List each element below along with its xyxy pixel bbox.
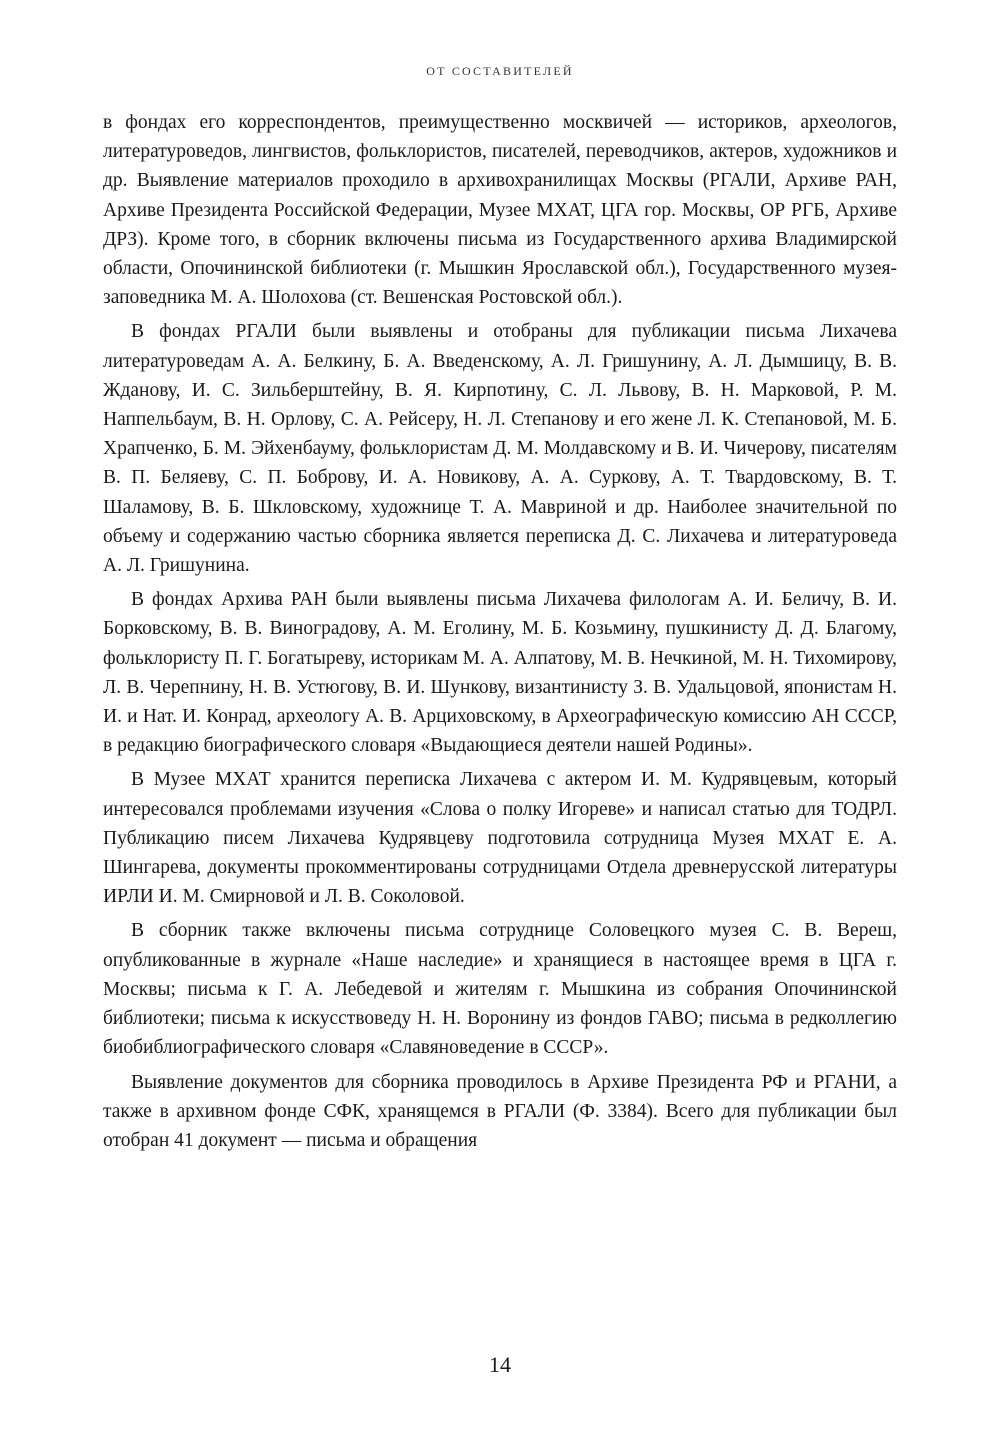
- paragraph-2: В фондах РГАЛИ были выявлены и отобраны для публикации письма Лихачева литературоведам А. А. Белкину, Б. А. Введенскому, А. Л. Гришунину, А. Л. Дымшицу, В. В. Жданову, И. С. Зильберштейну, В. Я. Кирпотину, С. Л. Львову, В. Н. Марковой, Р. М. Наппельбаум, В. Н. Орлову, С. А. Рейсеру, Н. Л. Степанову и его жене Л. К. Степановой, М. Б. Храпченко, Б. М. Эйхенбауму, фольклористам Д. М. Молдавскому и В. И. Чичерову, писателям В. П. Беляеву, С. П. Боброву, И. А. Новикову, А. А. Суркову, А. Т. Твардовскому, В. Т. Шаламову, В. Б. Шкловскому, художнице Т. А. Мавриной и др. Наиболее значительной по объему и содержанию частью сборника является переписка Д. С. Лихачева и литературоведа А. Л. Гришунина.: [103, 321, 897, 577]
- body-text: [103, 108, 897, 1160]
- paragraph-1: в фондах его корреспондентов, преимущественно москвичей — историков, археологов, литературоведов, лингвистов, фольклористов, писателей, переводчиков, актеров, художников и др. Выявление материалов проходило в архивохранилищах Москвы (РГАЛИ, Архиве РАН, Архиве Президента Российской Федерации, Музее МХАТ, ЦГА гор. Москвы, ОР РГБ, Архиве ДРЗ). Кроме того, в сборник включены письма из Государственного архива Владимирской области, Опочининской библиотеки (г. Мышкин Ярославской обл.), Государственного музея-заповедника М. А. Шолохова (ст. Вешенская Ростовской обл.).: [103, 112, 897, 309]
- paragraph-4: В Музее МХАТ хранится переписка Лихачева с актером И. М. Кудрявцевым, который интересовался проблемами изучения «Слова о полку Игореве» и написал статью для ТОДРЛ. Публикацию писем Лихачева Кудрявцеву подготовила сотрудница Музея МХАТ Е. А. Шингарева, документы прокомментированы сотрудницами Отдела древнерусской литературы ИРЛИ И. М. Смирновой и Л. В. Соколовой.: [103, 769, 897, 908]
- page-number: 14: [489, 1352, 511, 1377]
- paragraph-6: Выявление документов для сборника проводилось в Архиве Президента РФ и РГАНИ, а также в архивном фонде СФК, хранящемся в РГАЛИ (Ф. 3384). Всего для публикации был отобран 41 документ — письма и обращения: [103, 1071, 897, 1151]
- paragraph-3: В фондах Архива РАН были выявлены письма Лихачева филологам А. И. Беличу, В. И. Борковскому, В. В. Виноградову, А. М. Еголину, М. Б. Козьмину, пушкинисту Д. Д. Благому, фольклористу П. Г. Богатыреву, историкам М. А. Алпатову, М. В. Нечкиной, М. Н. Тихомирову, Л. В. Черепнину, Н. В. Устюгову, В. И. Шункову, византинисту З. В. Удальцовой, японистам Н. И. и Нат. И. Конрад, археологу А. В. Арциховскому, в Археографическую комиссию АН СССР, в редакцию биографического словаря «Выдающиеся деятели нашей Родины».: [103, 589, 897, 757]
- paragraph-5: В сборник также включены письма сотруднице Соловецкого музея С. В. Вереш, опубликованные в журнале «Наше наследие» и хранящиеся в настоящее время в ЦГА г. Москвы; письма к Г. А. Лебедевой и жителям г. Мышкина из собрания Опочининской библиотеки; письма к искусствоведу Н. Н. Воронину из фондов ГАВО; письма в редколлегию биобиблиографического словаря «Славяноведение в СССР».: [103, 920, 897, 1059]
- running-head: ОТ СОСТАВИТЕЛЕЙ: [426, 64, 574, 78]
